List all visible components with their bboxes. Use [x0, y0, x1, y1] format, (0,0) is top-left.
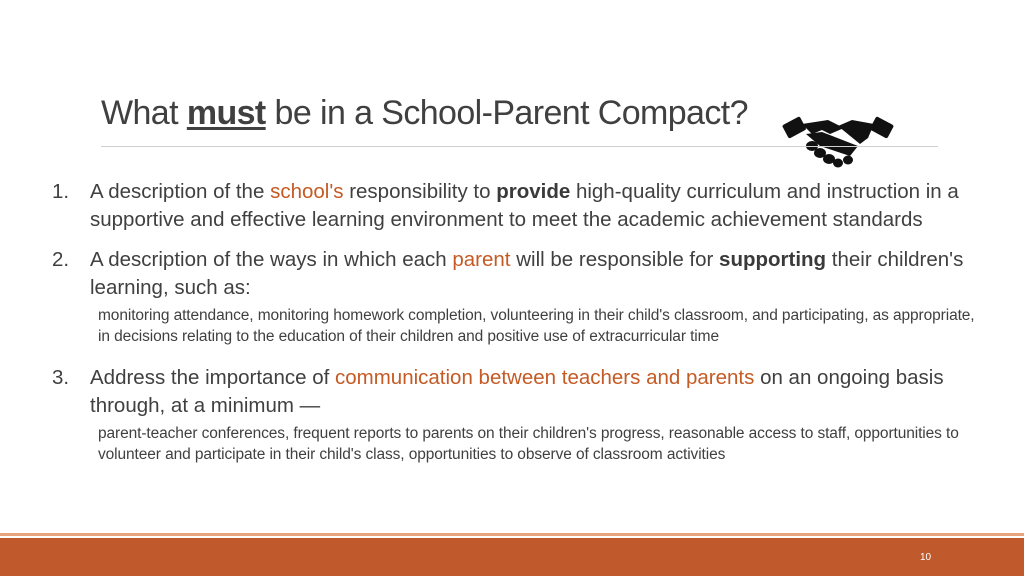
- footer-accent-line: [0, 533, 1024, 536]
- title-prefix: What: [101, 94, 178, 132]
- item-text-part: will be responsible for: [516, 248, 714, 271]
- list-item: [52, 178, 982, 234]
- slide-title: [101, 94, 748, 133]
- footer-bar: [0, 538, 1024, 576]
- item-text-part: their children's learning, such as:: [90, 248, 964, 299]
- item-text-part: on an ongoing basis through, at a minimum —: [90, 366, 944, 417]
- highlight-parent: parent: [452, 248, 511, 271]
- item-text: [90, 178, 982, 234]
- bold-provide: provide: [496, 180, 571, 203]
- list-item: [52, 364, 982, 465]
- item-text: [90, 246, 982, 302]
- item-number: 2.: [52, 248, 70, 271]
- sub-point: monitoring attendance, monitoring homework completion, volunteering in their child's classroom, and participating, as appropriate, in decisions relating to the education of their children and positive use of extracurricular time: [98, 307, 975, 345]
- handshake-icon: [782, 110, 894, 168]
- bold-supporting: supporting: [719, 248, 827, 271]
- title-divider: [101, 146, 938, 147]
- item-number: 1.: [52, 180, 70, 203]
- sub-point: parent-teacher conferences, frequent reports to parents on their children's progress, reasonable access to staff, opportunities to volunteer and participate in their child's class, opportunities to observe of classroom activities: [98, 425, 959, 463]
- item-text-part: high-quality curriculum and instruction in a supportive and effective learning environment to meet the academic achievement standards: [90, 180, 959, 231]
- item-text-part: A description of the: [90, 180, 265, 203]
- compact-requirements-list: [52, 178, 982, 465]
- item-text-part: responsibility to: [349, 180, 491, 203]
- page-number: 10: [920, 552, 932, 563]
- title-emphasis: must: [186, 94, 266, 132]
- item-text: [90, 364, 982, 420]
- highlight-communication: communication between teachers and parents: [335, 366, 755, 389]
- item-text-part: A description of the ways in which each: [90, 248, 447, 271]
- item-text-part: Address the importance of: [90, 366, 330, 389]
- list-item: [52, 246, 982, 347]
- item-number: 3.: [52, 366, 70, 389]
- title-suffix: be in a School-Parent Compact?: [274, 94, 748, 132]
- highlight-schools: school's: [270, 180, 344, 203]
